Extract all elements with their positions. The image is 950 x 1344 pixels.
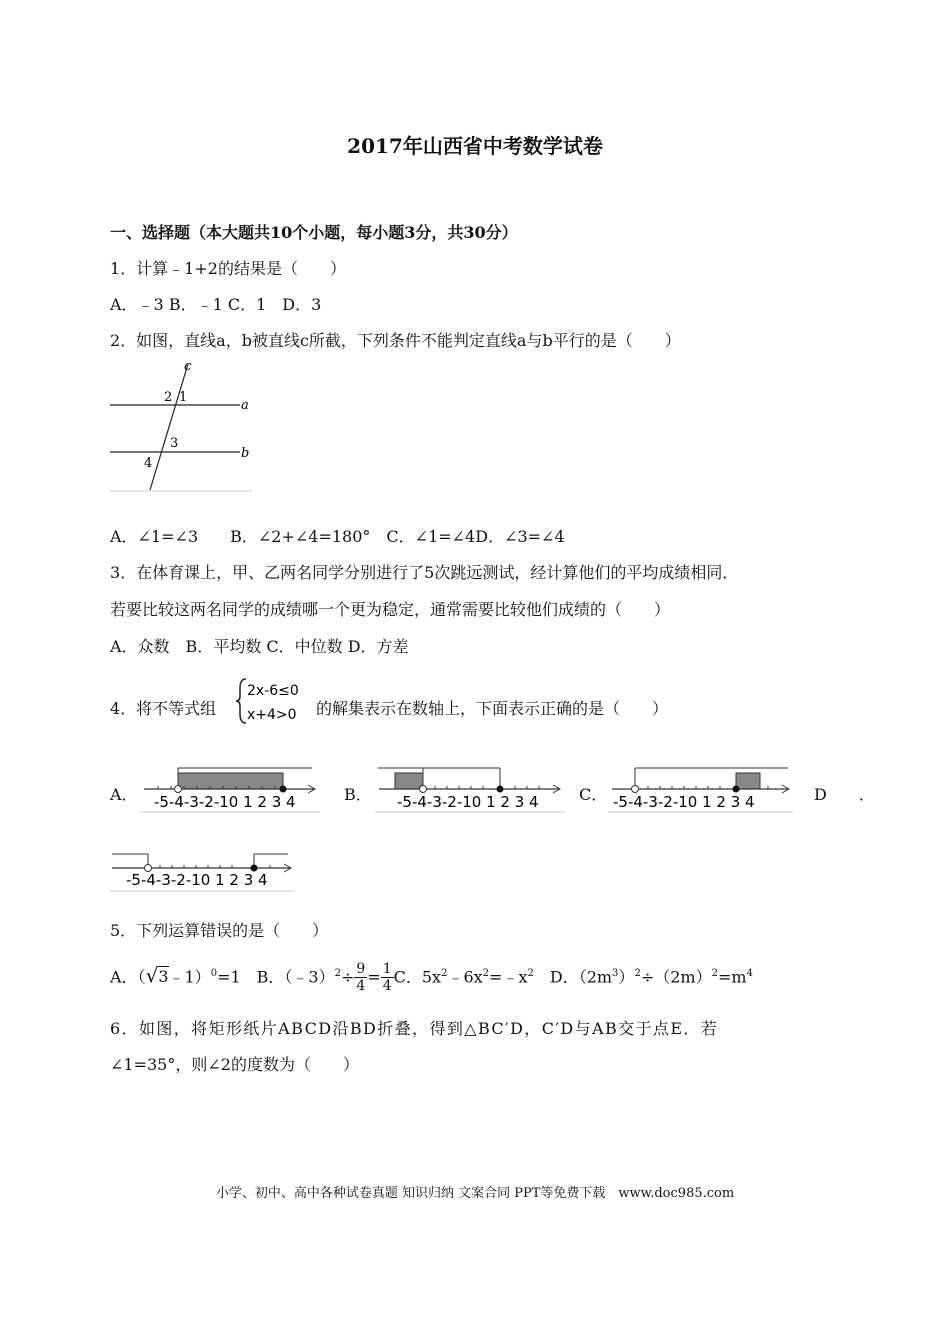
open-dot	[420, 786, 427, 793]
q5-b-div: ÷	[340, 967, 355, 987]
closed-dot	[733, 786, 740, 793]
label-c: c	[184, 359, 192, 374]
section-heading: 一、选择题（本大题共10个小题，每小题3分，共30分）	[110, 223, 518, 242]
q4-prefix: 4．将不等式组	[110, 699, 217, 718]
q1-options: A．﹣3 B．﹣1 C．1 D．3	[110, 295, 322, 314]
open-dot	[632, 786, 639, 793]
shaded-interval	[178, 773, 283, 789]
tick-labels: -5-4-3-2-10 1 2 3 4	[613, 793, 755, 811]
number-line-a	[140, 765, 320, 813]
number-line-b	[375, 765, 565, 813]
angle-4: 4	[144, 456, 153, 471]
footer-text: 小学、初中、高中各种试卷真题 知识归纳 文案合同 PPT等免费下载 www.doc985.com	[215, 1186, 735, 1201]
tick-labels: -5-4-3-2-10 1 2 3 4	[397, 793, 539, 811]
number-line-c	[608, 765, 793, 813]
q2-stem: 2．如图，直线a，b被直线c所截，下列条件不能判定直线a与b平行的是（ ）	[110, 331, 681, 350]
q4-inequality-system	[236, 676, 316, 730]
label-b: b	[241, 446, 250, 461]
angle-1: 1	[179, 390, 188, 405]
shaded-interval	[736, 773, 760, 789]
shaded-interval	[395, 773, 423, 789]
tick-labels: -5-4-3-2-10 1 2 3 4	[154, 793, 296, 811]
open-dot	[175, 786, 182, 793]
inequality-1: 2x-6≤0	[247, 683, 299, 699]
q2-options: A．∠1=∠3 B．∠2+∠4=180° C．∠1=∠4D．∠3=∠4	[110, 527, 565, 546]
q5-d: D．（2m	[533, 967, 613, 987]
q4-suffix: 的解集表示在数轴上，下面表示正确的是（ ）	[316, 699, 669, 718]
q4-label-c: C．	[579, 785, 608, 804]
q3-stem-line2: 若要比较这两名同学的成绩哪一个更为稳定，通常需要比较他们成绩的（ ）	[110, 600, 671, 619]
q5-a-radicand: 3	[158, 967, 169, 987]
q5-c: C．5x	[393, 967, 442, 987]
tick-labels: -5-4-3-2-10 1 2 3 4	[126, 871, 268, 889]
q4-label-a: A．	[110, 785, 138, 804]
q5-b-eq: =	[367, 967, 381, 987]
label-a: a	[241, 398, 249, 413]
q3-stem-line1: 3．在体育课上，甲、乙两名同学分别进行了5次跳远测试，经计算他们的平均成绩相同．	[110, 563, 739, 582]
sqrt-icon: √	[145, 963, 159, 988]
q6-stem-line1: 6．如图，将矩形纸片ABCD沿BD折叠，得到△BC′D，C′D与AB交于点E．若	[110, 1019, 719, 1038]
angle-3: 3	[170, 436, 179, 451]
q4-label-b: B．	[344, 785, 372, 804]
parallel-lines-diagram	[108, 358, 258, 494]
q6-stem-line2: ∠1=35°，则∠2的度数为（ ）	[110, 1055, 359, 1074]
q2-figure	[108, 358, 258, 498]
closed-dot	[280, 786, 287, 793]
brace-icon	[236, 679, 246, 723]
q5-stem: 5．下列运算错误的是（ ）	[110, 921, 329, 940]
q5-options: A．（√3﹣1）$^0$=1 B．（﹣3）$^2$÷ $\frac{9}{4}$ = $\frac{1}{4}$ C．$5x^2﹣6x^2=﹣x^2$ D．$(2m^3)^2\div(2m)^2=m^4$	[110, 961, 753, 995]
q1-stem: 1．计算﹣1+2的结果是（ ）	[110, 259, 346, 278]
closed-dot	[497, 786, 504, 793]
line-c	[150, 364, 188, 490]
q3-options: A．众数 B．平均数 C．中位数 D．方差	[110, 637, 409, 656]
q5-a-part2: ﹣1）	[168, 967, 211, 987]
angle-2: 2	[164, 390, 173, 405]
q5-b-exp: 2	[334, 968, 341, 979]
page-title: 2017年山西省中考数学试卷	[347, 134, 603, 158]
q5-a: A．（	[110, 967, 146, 987]
q5-a-part3: =1 B．（﹣3）	[217, 967, 335, 987]
inequality-2: x+4>0	[247, 707, 297, 723]
number-line-d	[110, 848, 295, 892]
fraction-9-4: $\frac{9}{4}$	[356, 961, 366, 995]
fraction-1-4: $\frac{1}{4}$	[382, 961, 392, 995]
q5-a-exp: 0	[210, 968, 218, 979]
q4-label-d: D ．	[814, 785, 875, 804]
